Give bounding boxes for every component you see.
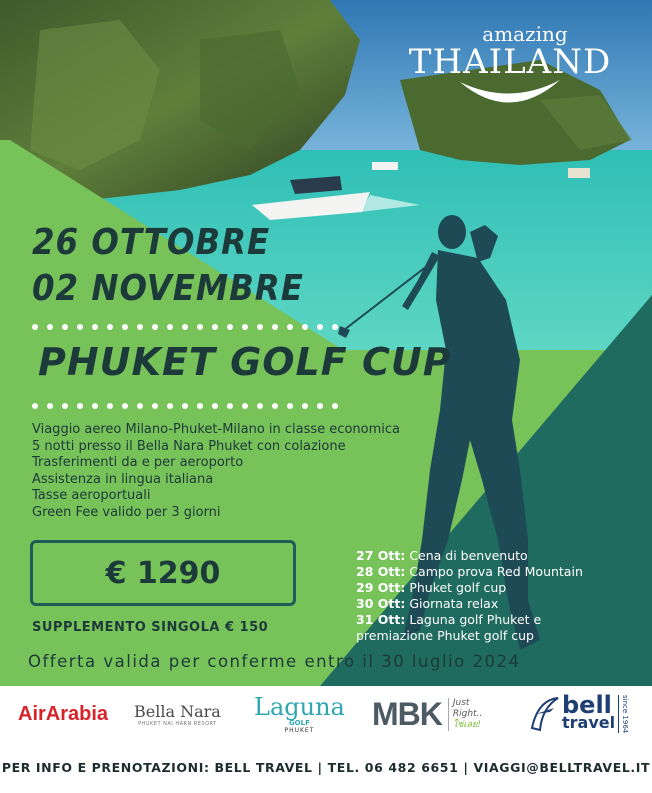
boat-3 [568,168,590,178]
mbk-text: MBK [372,695,442,732]
itinerary-text: Giornata relax [409,596,499,611]
feature-item: Tasse aeroportuali [32,488,151,503]
mbk-logo[interactable] [372,686,482,742]
dot-divider-top [32,324,338,332]
itinerary [356,548,583,644]
itinerary-item [356,580,583,596]
mbk-tag-2: Right.. [452,708,483,719]
itinerary-item [356,548,583,564]
plane-swoosh-icon [528,694,562,734]
itinerary-text: Campo prova Red Mountain [409,564,583,579]
itinerary-text: Laguna golf Phuket e [409,612,542,627]
laguna-logo[interactable] [254,686,345,742]
bell-text: bell [562,691,612,719]
price-box [30,540,296,606]
dot-divider-bottom [32,403,338,411]
itinerary-item [356,612,583,628]
event-title: PHUKET GOLF CUP [38,340,452,384]
boat-2 [372,162,398,170]
mbk-tag-3: ใช่เลย! [452,719,481,730]
bellanara-text: Bella Nara [134,701,221,721]
laguna-golf: GOLF [288,718,310,727]
feature-item: Trasferimenti da e per aeroporto [32,455,244,470]
itinerary-text: Cena di benvenuto [409,548,528,563]
itinerary-item [356,628,583,644]
bellanara-logo[interactable] [134,686,221,742]
date-start: 26 OTTOBRE [32,222,271,263]
footer-contact [0,742,652,793]
itinerary-text: Phuket golf cup [409,580,507,595]
price: € 1290 [105,555,221,591]
amazing-thailand-logo [395,22,625,116]
itinerary-item [356,564,583,580]
itinerary-day: 31 Ott: [356,612,406,627]
itinerary-day: 28 Ott: [356,564,406,579]
laguna-phuket: PHUKET [284,726,315,734]
bell-since: since 1964 [618,695,629,733]
package-features [32,422,400,521]
offer-validity: Offerta valida per conferme entro il 30 luglio 2024 [28,652,521,671]
laguna-text: Laguna [254,692,345,721]
itinerary-item [356,596,583,612]
itinerary-day: 27 Ott: [356,548,406,563]
mbk-tag-1: Just [452,697,470,708]
feature-item: Assistenza in lingua italiana [32,471,214,487]
feature-item: Green Fee valido per 3 giorni [32,504,221,520]
itinerary-text: premiazione Phuket golf cup [356,628,534,643]
contact-info: PER INFO E PRENOTAZIONI: BELL TRAVEL | TEL. 06 482 6651 | VIAGGI@BELLTRAVEL.IT [1,760,651,775]
bellanara-sub: PHUKET NAI HARN RESORT [138,720,217,727]
sponsor-logos [0,686,652,742]
bell-travel-text: travel [562,713,616,732]
feature-item: Viaggio aereo Milano-Phuket-Milano in classe economica [32,422,400,437]
airarabia-text: AirArabia [18,702,109,725]
airarabia-logo[interactable] [18,686,108,742]
date-end: 02 NOVEMBRE [32,268,304,309]
supplement-single: SUPPLEMENTO SINGOLA € 150 [32,620,269,635]
feature-item: 5 notti presso il Bella Nara Phuket con colazione [32,438,346,454]
logo-amazing: amazing [482,22,568,46]
itinerary-day: 30 Ott: [356,596,406,611]
itinerary-day: 29 Ott: [356,580,406,595]
logo-thailand: THAILAND [408,42,612,82]
smile-swoosh-icon [450,76,570,116]
bell-travel-logo[interactable] [528,686,629,742]
